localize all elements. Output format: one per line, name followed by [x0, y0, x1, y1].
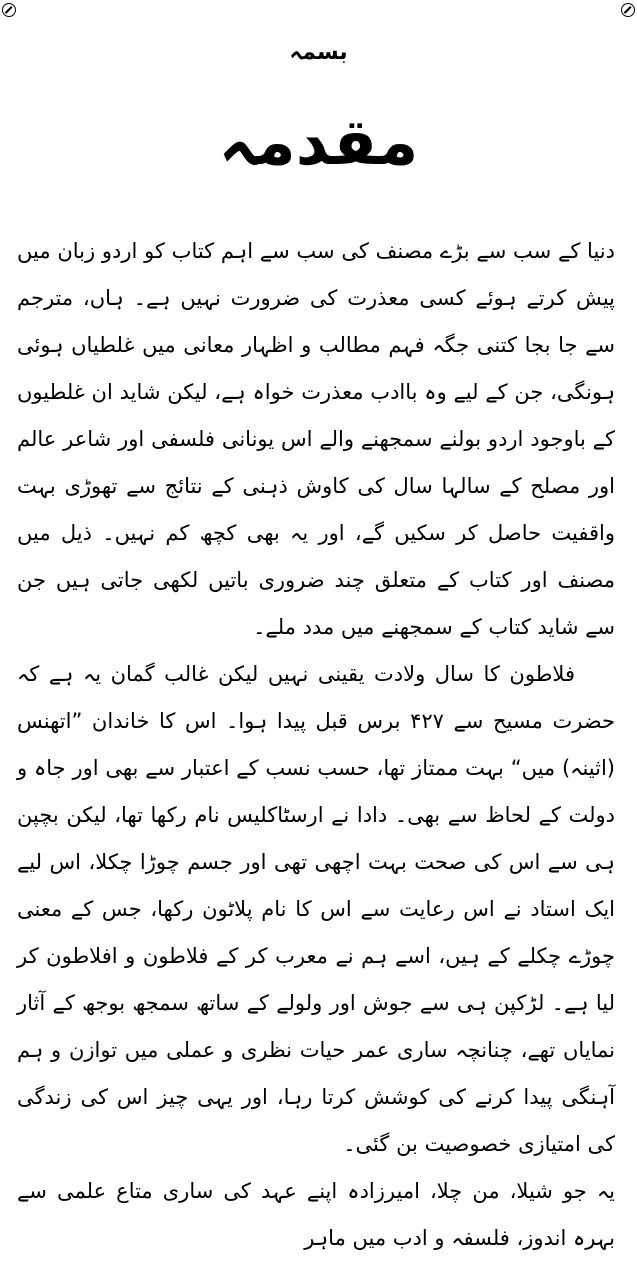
- page-header-bismillah: بسمہ: [289, 40, 348, 65]
- corner-registration-mark-right: [621, 3, 635, 17]
- paragraph-1: دنیا کے سب سے بڑے مصنف کی سب سے اہم کتاب کو اردو زبان میں پیش کرتے ہوئے کسی معذرت کی ضرورت نہیں ہے۔ ہاں، مترجم سے جا بجا کتنی جگہ فہم مطالب و اظہار معانی میں غلطیاں ہوئی ہونگی، جن کے لیے وہ باادب معذرت خواہ ہے، لیکن شاید ان غلطیوں کے باوجود اردو بولنے سمجھنے والے اس یونانی فلسفی اور شاعر عالم اور مصلح کے سالہا سال کی کاوش ذہنی کے نتائج سے تھوڑی بہت واقفیت حاصل کر سکیں گے، اور یہ بھی کچھ کم نہیں۔ ذیل میں مصنف اور کتاب کے متعلق چند ضروری باتیں لکھی جاتی ہیں جن سے شاید کتاب کے سمجھنے میں مدد ملے۔: [17, 239, 615, 639]
- body-text: [17, 228, 615, 1262]
- paragraph-3: یہ جو شیلا، من چلا، امیرزادہ اپنے عہد کی ساری متاع علمی سے بہرہ اندوز، فلسفہ و ادب میں ماہر: [17, 1179, 615, 1250]
- paragraph-2: فلاطون کا سال ولادت یقینی نہیں لیکن غالب گمان یہ ہے کہ حضرت مسیح سے ۴۲۷ برس قبل پیدا ہوا۔ اس کا خاندان ”اتھنس (اثینہ) میں“ بہت ممتاز تھا، حسب نسب کے اعتبار سے بھی اور جاہ و دولت کے لحاظ سے بھی۔ دادا نے ارسٹاکلیس نام رکھا تھا، لیکن بچپن ہی سے اس کی صحت بہت اچھی تھی اور جسم چوڑا چکلا، اس لیے ایک استاد نے اس رعایت سے اس کا نام پلاٹون رکھا، جس کے معنی چوڑے چکلے کے ہیں، اسے ہم نے معرب کر کے فلاطون و افلاطون کر لیا ہے۔ لڑکپن ہی سے جوش اور ولولے کے ساتھ سمجھ بوجھ کے آثار نمایاں تھے، چنانچہ ساری عمر حیات نظری و عملی میں توازن و ہم آہنگی پیدا کرنے کی کوشش کرتا رہا، اور یہی چیز اس کی زندگی کی امتیازی خصوصیت بن گئی۔: [17, 662, 615, 1156]
- page-title: مقدمہ: [218, 106, 419, 180]
- corner-registration-mark-left: [2, 3, 16, 17]
